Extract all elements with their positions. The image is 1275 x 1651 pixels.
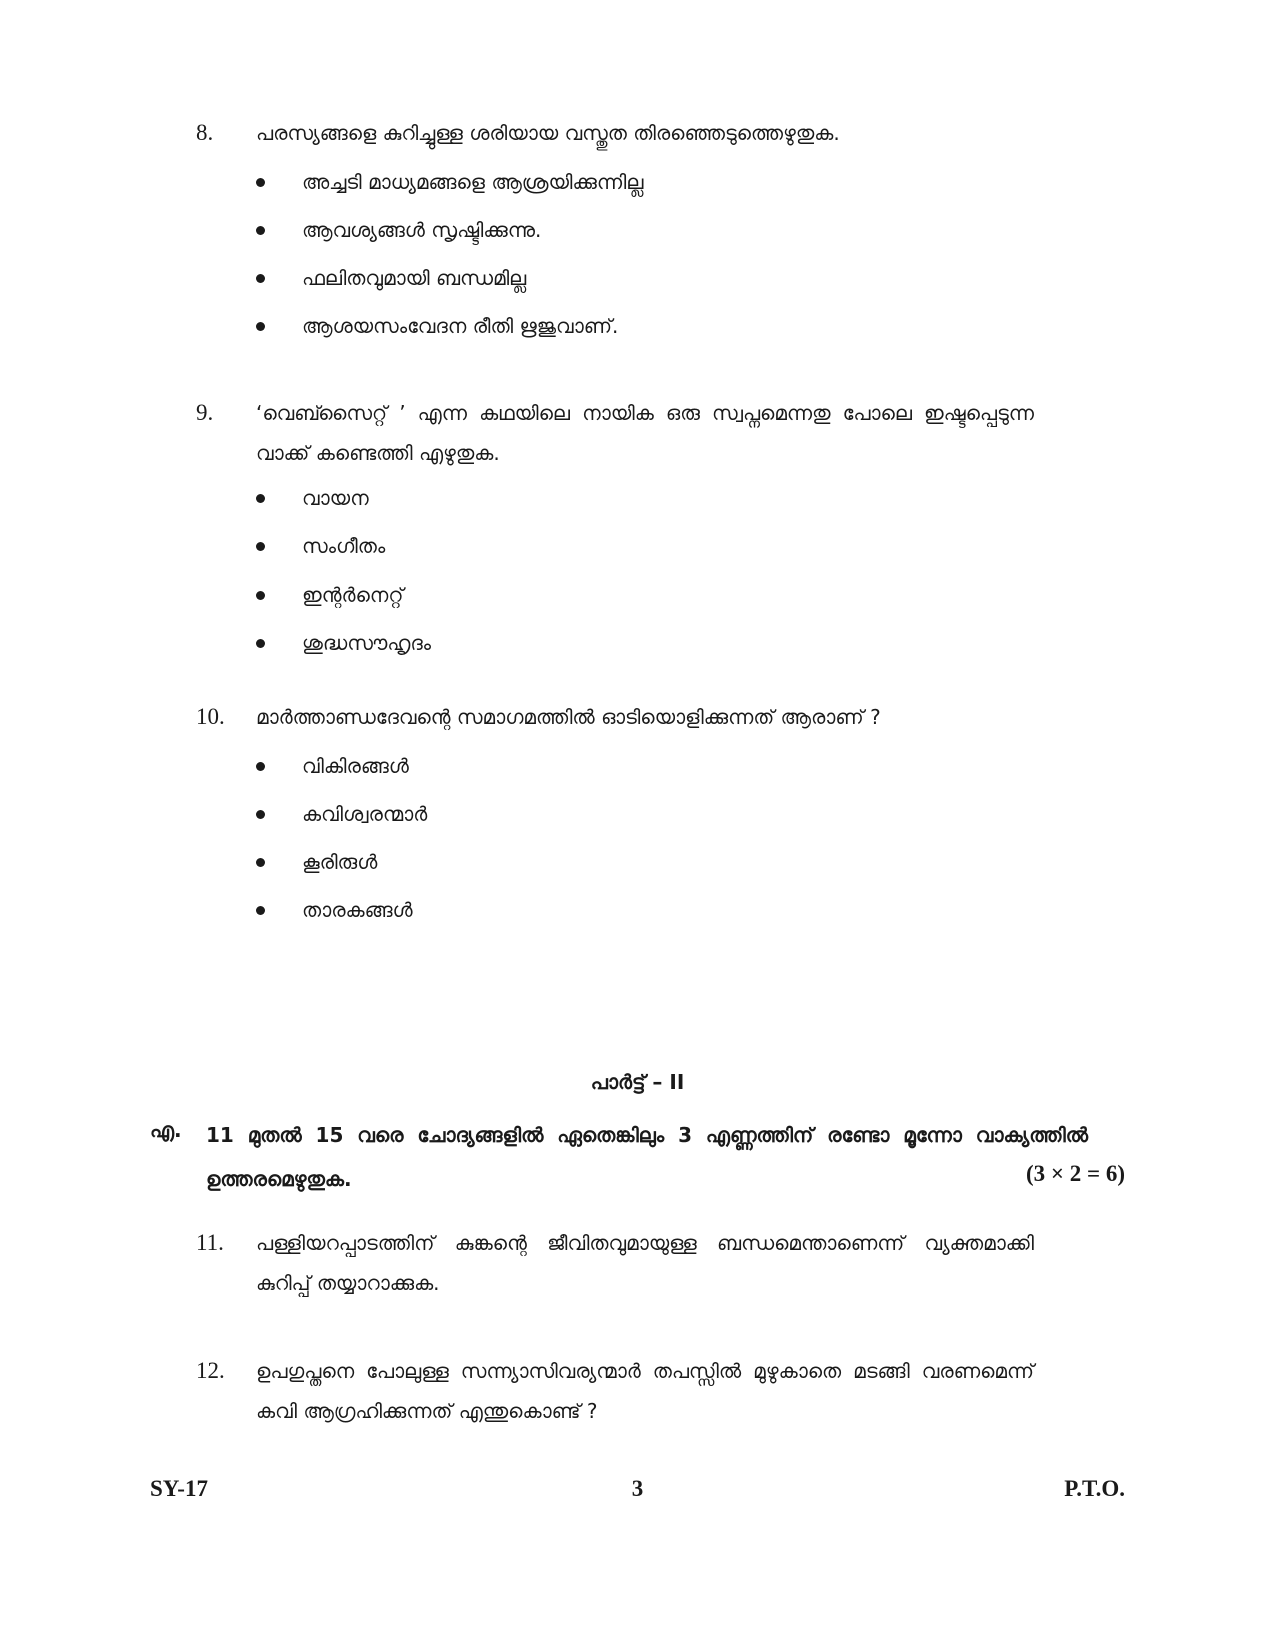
option-text: അച്ചടി മാധ്യമങ്ങളെ ആശ്രയിക്കുന്നില്ല xyxy=(302,170,644,194)
option-text: സംഗീതം xyxy=(302,534,386,558)
bullet-icon xyxy=(256,762,265,771)
option-text: വായന xyxy=(302,486,369,510)
question-number: 9. xyxy=(196,400,214,425)
option-text: ശുദ്ധസൗഹൃദം xyxy=(302,631,432,655)
question-number: 11. xyxy=(196,1230,224,1255)
bullet-icon xyxy=(256,906,265,915)
question-number: 8. xyxy=(196,120,214,145)
bullet-icon xyxy=(256,858,265,867)
section-instruction: 11 മുതൽ 15 വരെ ചോദ്യങ്ങളിൽ ഏതെങ്കിലും 3 എണ്ണത്തിന് രണ്ടോ മൂന്നോ വാക്യത്തിൽ ഉത്തരമെഴുതുക. xyxy=(206,1123,1088,1191)
bullet-icon xyxy=(256,226,265,235)
paper-code: SY-17 xyxy=(150,1476,208,1501)
option-text: ഇന്റർനെറ്റ് xyxy=(302,583,404,607)
question-number: 12. xyxy=(196,1358,225,1383)
pto-label: P.T.O. xyxy=(1064,1476,1125,1501)
bullet-icon xyxy=(256,322,265,331)
option-text: ആശയസംവേദന രീതി ഋജുവാണ്. xyxy=(302,314,619,338)
question-text: പരസ്യങ്ങളെ കുറിച്ചുള്ള ശരിയായ വസ്തുത തിരഞ്ഞെടുത്തെഴുതുക. xyxy=(256,121,840,145)
bullet-icon xyxy=(256,494,265,503)
bullet-icon xyxy=(256,542,265,551)
question-text: പള്ളിയറപ്പാടത്തിന് കുങ്കന്റെ ജീവിതവുമായുള്ള ബന്ധമെന്താണെന്ന് വ്യക്തമാക്കി കുറിപ്പ് തയ്യാറാക്കുക. xyxy=(256,1231,1034,1295)
option-text: വികിരങ്ങൾ xyxy=(302,754,409,778)
option-text: താരകങ്ങൾ xyxy=(302,898,413,922)
bullet-icon xyxy=(256,274,265,283)
part-title: പാർട്ട് – II xyxy=(590,1070,685,1094)
bullet-icon xyxy=(256,178,265,187)
option-text: ഫലിതവുമായി ബന്ധമില്ല xyxy=(302,266,527,290)
option-text: ആവശ്യങ്ങൾ സൃഷ്ടിക്കുന്നു. xyxy=(302,218,542,242)
question-text: ഉപഗുപ്തനെ പോലുള്ള സന്ന്യാസിവര്യന്മാർ തപസ്സിൽ മുഴുകാതെ മടങ്ങി വരണമെന്ന് കവി ആഗ്രഹിക്കുന്നത് എന്തുകൊണ്ട് ? xyxy=(256,1359,1034,1423)
marks-label: (3 × 2 = 6) xyxy=(1025,1161,1125,1186)
option-text: കൂരിരുൾ xyxy=(302,850,378,874)
section-letter: എ. xyxy=(150,1118,182,1142)
bullet-icon xyxy=(256,810,265,819)
bullet-icon xyxy=(256,639,265,648)
question-text: മാർത്താണ്ഡദേവന്റെ സമാഗമത്തിൽ ഓടിയൊളിക്കുന്നത് ആരാണ് ? xyxy=(256,705,881,729)
question-number: 10. xyxy=(196,704,225,729)
option-text: കവിശ്വരന്മാർ xyxy=(302,802,428,826)
page-number: 3 xyxy=(631,1476,644,1501)
question-text: ‘വെബ്സൈറ്റ് ’ എന്ന കഥയിലെ നായിക ഒരു സ്വപ്നമെന്നതു പോലെ ഇഷ്ടപ്പെടുന്ന വാക്ക് കണ്ടെത്തി എഴുതുക. xyxy=(256,401,1034,465)
bullet-icon xyxy=(256,591,265,600)
